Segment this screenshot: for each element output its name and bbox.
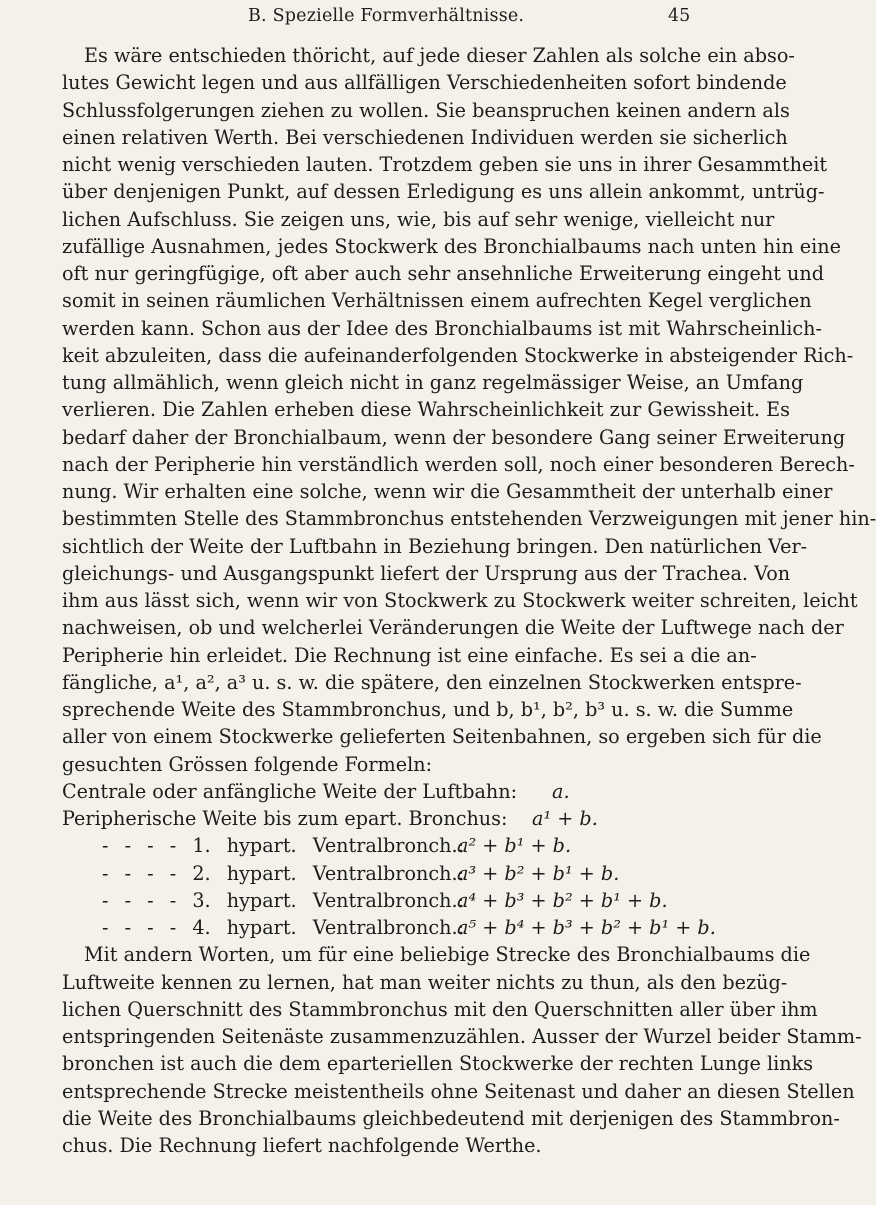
text-line: lichen Querschnitt des Stammbronchus mit den Querschnitten aller über ihm xyxy=(62,997,818,1021)
formula-value: a¹ + b. xyxy=(532,807,598,830)
text-line: somit in seinen räumlichen Verhältnissen einem aufrechten Kegel verglichen xyxy=(62,289,812,313)
text-line: Schlussfolgerungen ziehen zu wollen. Sie beanspruchen keinen andern als xyxy=(62,98,790,122)
text-line: keit abzuleiten, dass die aufeinanderfolgenden Stockwerke in absteigender Rich- xyxy=(62,343,854,367)
text-line: nach der Peripherie hin verständlich werden soll, noch einer besonderen Berech- xyxy=(62,452,855,476)
body-text xyxy=(62,42,876,1159)
paragraph-1 xyxy=(62,42,876,778)
text-line: oft nur geringfügige, oft aber auch sehr ansehnliche Erweiterung eingeht und xyxy=(62,262,825,285)
formula-value: a. xyxy=(552,779,570,803)
text-line: fängliche, a¹, a², a³ u. s. w. die spätere, den einzelnen Stockwerken entspre- xyxy=(62,670,802,694)
text-line: verlieren. Die Zahlen erheben diese Wahrscheinlichkeit zur Gewissheit. Es xyxy=(62,398,790,422)
text-line: die Weite des Bronchialbaums gleichbedeutend mit derjenigen des Stammbron- xyxy=(62,1106,840,1130)
text-line: Luftweite kennen zu lernen, hat man weiter nichts zu thun, als den bezüg- xyxy=(62,970,788,994)
text-line: gleichungs- und Ausgangspunkt liefert der Ursprung aus der Trachea. Von xyxy=(62,561,791,585)
text-line: entspringenden Seitenäste zusammenzuzählen. Ausser der Wurzel beider Stamm- xyxy=(62,1025,862,1048)
page-header xyxy=(0,2,800,32)
text-line: tung allmählich, wenn gleich nicht in ganz regelmässiger Weise, an Umfang xyxy=(62,371,804,394)
text-line: lutes Gewicht legen und aus allfälligen Verschiedenheiten sofort bindende xyxy=(62,71,787,95)
text-line: sprechende Weite des Stammbronchus, und b, b¹, b², b³ u. s. w. die Summe xyxy=(62,698,794,721)
formula-value: a⁴ + b³ + b² + b¹ + b. xyxy=(457,888,668,912)
paragraph-2 xyxy=(62,941,862,1159)
text-line: über denjenigen Punkt, auf dessen Erledigung es uns allein ankommt, untrüg- xyxy=(62,180,825,204)
text-line: gesuchten Grössen folgende Formeln: xyxy=(62,752,433,776)
formula-hypart-3 xyxy=(62,887,744,914)
formula-value: a² + b¹ + b. xyxy=(457,834,572,858)
formula-hypart-2 xyxy=(62,860,744,887)
text-line: bedarf daher der Bronchialbaum, wenn der besondere Gang seiner Erweiterung xyxy=(62,425,846,449)
formula-label: Centrale oder anfängliche Weite der Luftbahn: xyxy=(62,779,518,803)
formula-central xyxy=(62,778,744,805)
running-head: B. Spezielle Formverhältnisse. xyxy=(248,6,525,26)
page-number: 45 xyxy=(668,6,691,26)
formula-block xyxy=(62,778,744,942)
text-line: einen relativen Werth. Bei verschiedenen Individuen werden sie sicherlich xyxy=(62,125,788,149)
text-line: aller von einem Stockwerke gelieferten Seitenbahnen, so ergeben sich für die xyxy=(62,725,822,749)
formula-hypart-1 xyxy=(62,832,744,859)
text-line: bronchen ist auch die dem eparteriellen Stockwerke der rechten Lunge links xyxy=(62,1052,814,1076)
text-line: sichtlich der Weite der Luftbahn in Beziehung bringen. Den natürlichen Ver- xyxy=(62,534,808,558)
formula-label: - - - - 1. hypart. Ventralbronch.: xyxy=(102,834,465,858)
formula-peripheral xyxy=(62,805,744,832)
formula-label: Peripherische Weite bis zum epart. Bronchus: xyxy=(62,807,508,830)
formula-value: a⁵ + b⁴ + b³ + b² + b¹ + b. xyxy=(457,916,716,939)
text-line: ihm aus lässt sich, wenn wir von Stockwerk zu Stockwerk weiter schreiten, leicht xyxy=(62,589,858,612)
text-line: entsprechende Strecke meistentheils ohne Seitenast und daher an diesen Stellen xyxy=(62,1079,855,1103)
formula-value: a³ + b² + b¹ + b. xyxy=(457,861,620,885)
text-line: chus. Die Rechnung liefert nachfolgende Werthe. xyxy=(62,1134,542,1157)
formula-label: - - - - 3. hypart. Ventralbronch.: xyxy=(102,888,465,912)
formula-label: - - - - 2. hypart. Ventralbronch.: xyxy=(102,861,465,885)
text-line: bestimmten Stelle des Stammbronchus entstehenden Verzweigungen mit jener hin- xyxy=(62,507,876,531)
text-line: Mit andern Worten, um für eine beliebige Strecke des Bronchialbaums die xyxy=(84,943,811,967)
text-line: zufällige Ausnahmen, jedes Stockwerk des Bronchialbaums nach unten hin eine xyxy=(62,234,842,258)
text-line: nachweisen, ob und welcherlei Veränderungen die Weite der Luftwege nach der xyxy=(62,616,844,640)
formula-label: - - - - 4. hypart. Ventralbronch.: xyxy=(102,916,465,939)
text-line: Es wäre entschieden thöricht, auf jede dieser Zahlen als solche ein abso- xyxy=(84,44,795,67)
text-line: Peripherie hin erleidet. Die Rechnung ist eine einfache. Es sei a die an- xyxy=(62,643,757,667)
text-line: lichen Aufschluss. Sie zeigen uns, wie, bis auf sehr wenige, vielleicht nur xyxy=(62,207,775,231)
formula-hypart-4 xyxy=(62,914,744,941)
text-line: werden kann. Schon aus der Idee des Bronchialbaums ist mit Wahrscheinlich- xyxy=(62,316,823,340)
text-line: nicht wenig verschieden lauten. Trotzdem geben sie uns in ihrer Gesammtheit xyxy=(62,153,828,176)
text-line: nung. Wir erhalten eine solche, wenn wir die Gesammtheit der unterhalb einer xyxy=(62,480,833,503)
